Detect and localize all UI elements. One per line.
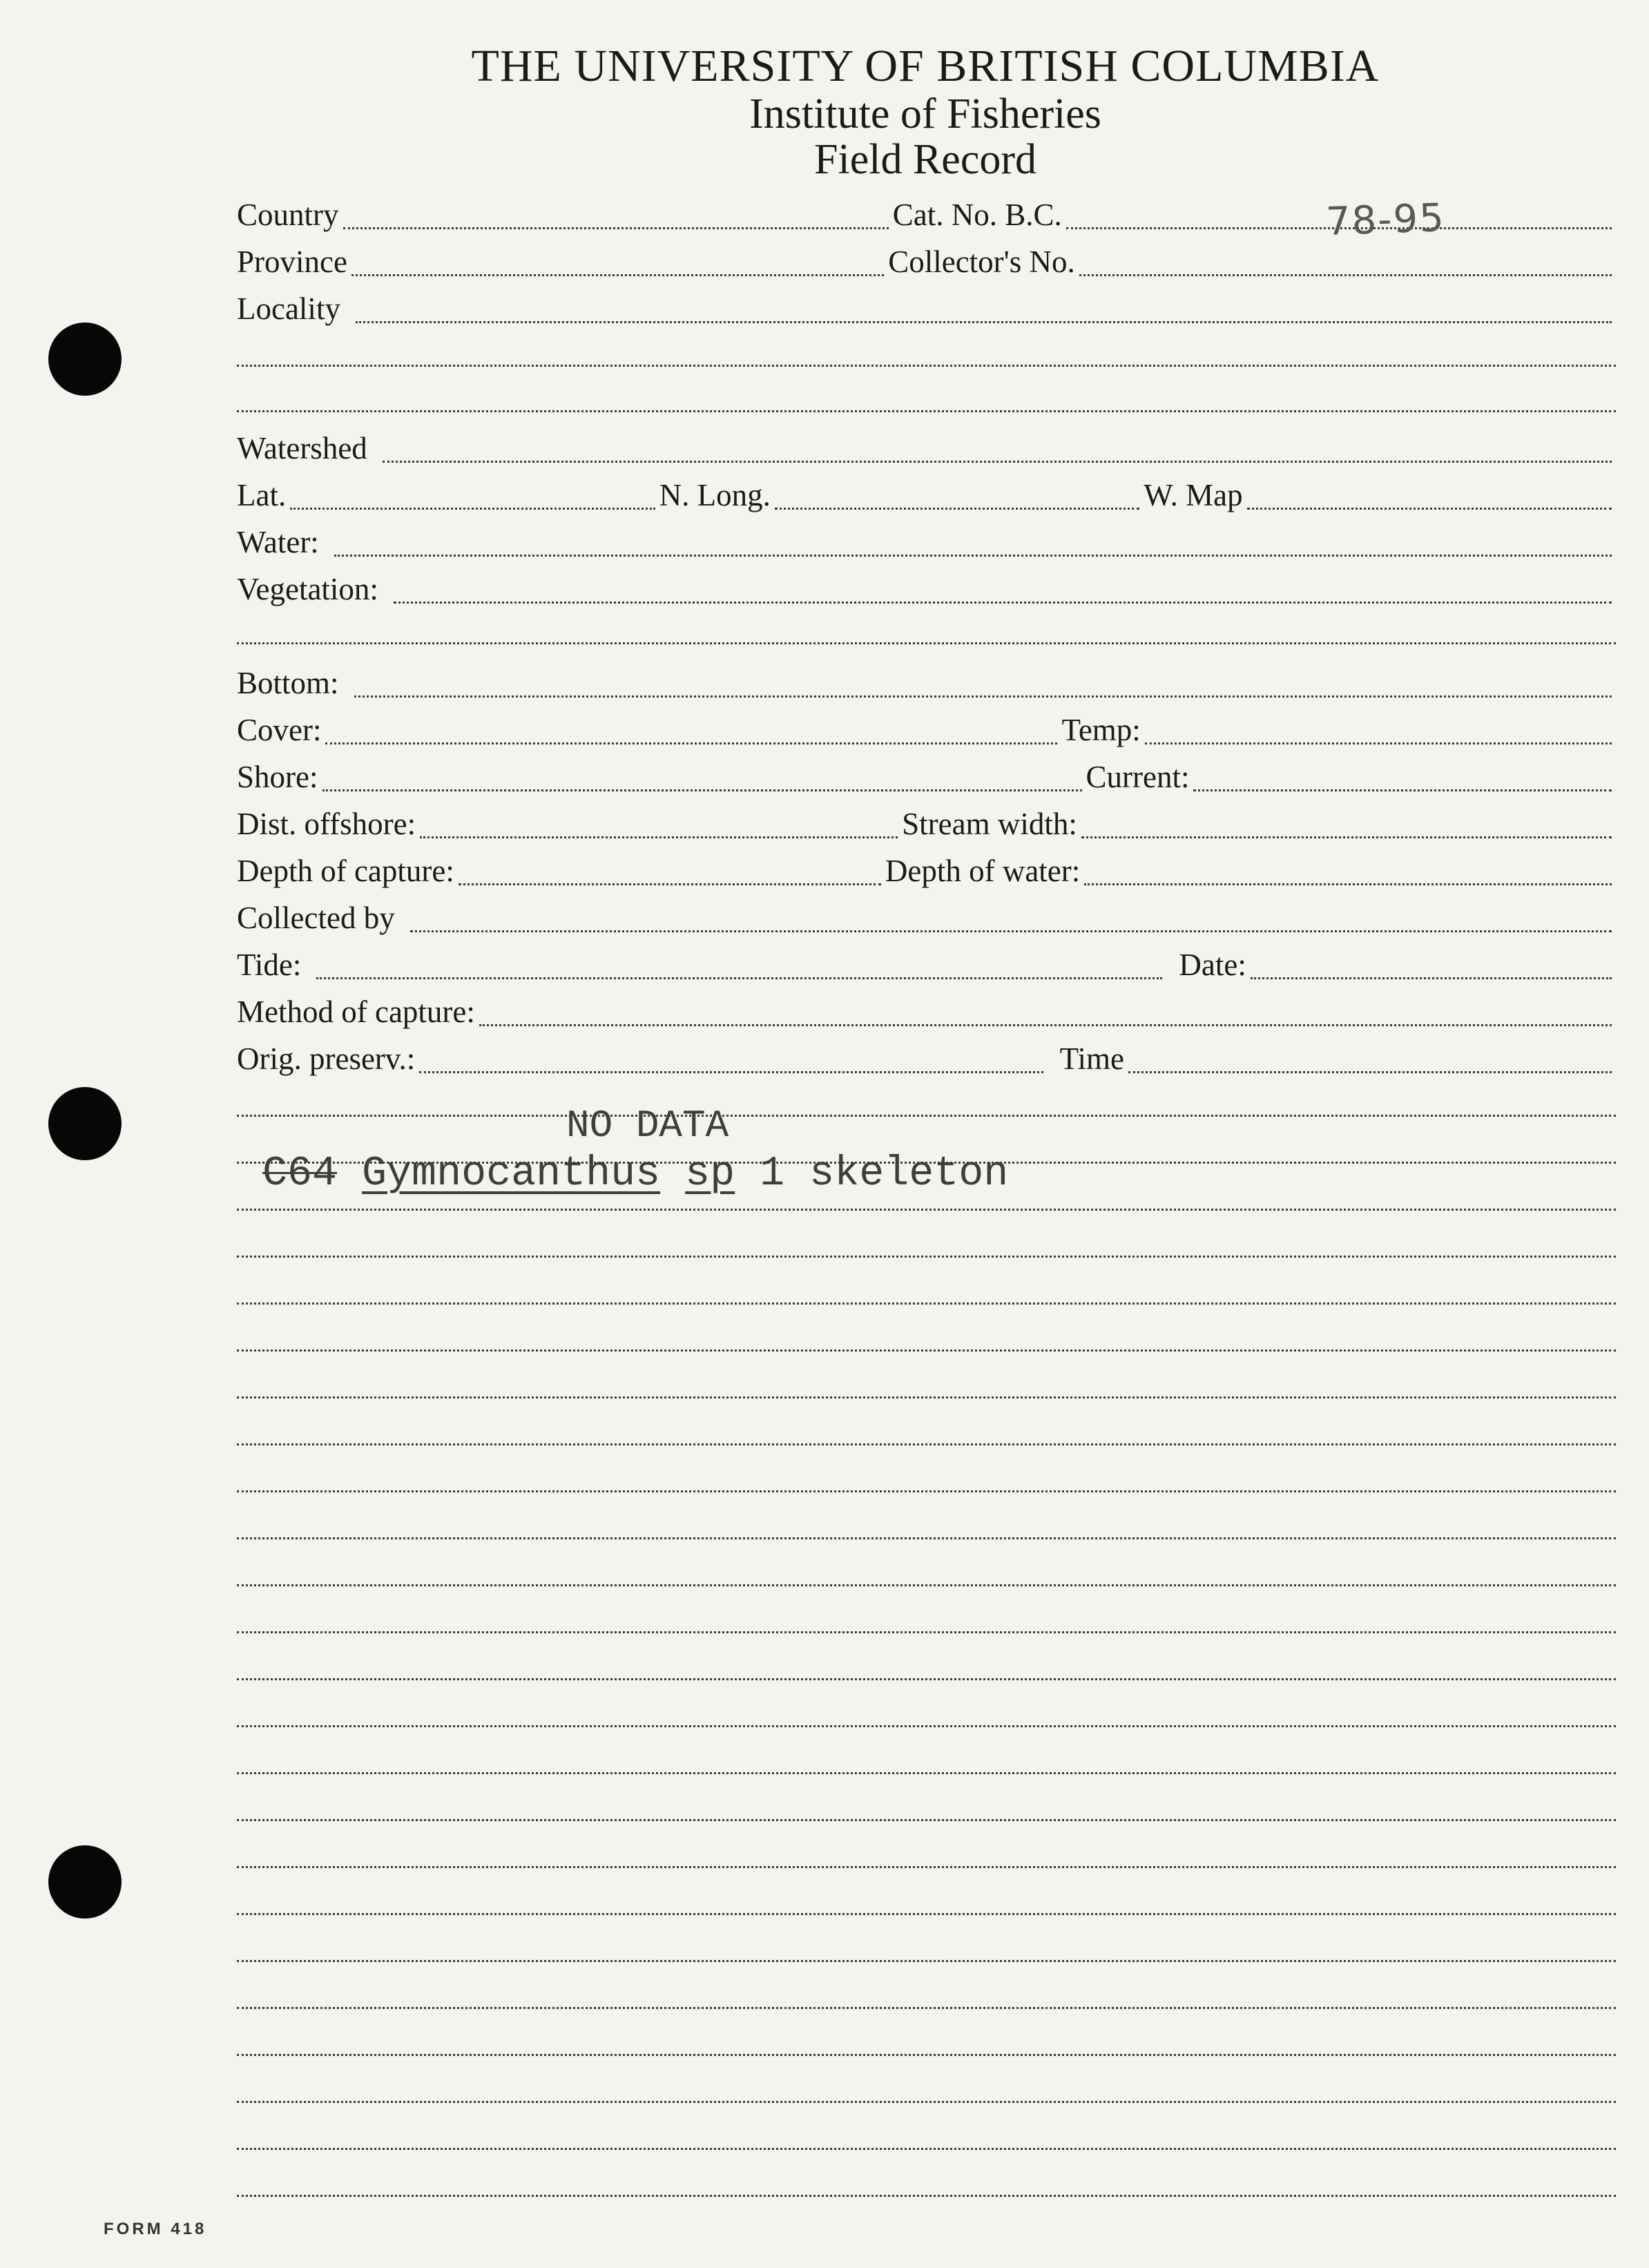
row-water [237,521,1616,562]
notes-line [237,1678,1616,1680]
punch-hole-bottom [48,1845,122,1919]
long-field [775,508,1139,510]
notes-line [237,1960,1616,1962]
notes-line [237,1584,1616,1586]
row-bottom [237,662,1616,703]
row-lat-long-map [237,474,1616,515]
method-field [479,1024,1612,1026]
notes-line [237,1490,1616,1492]
date-label: Date: [1179,948,1246,982]
orig-preserv-field [419,1071,1043,1073]
specimen-entry [262,1151,1008,1198]
country-field [343,227,889,229]
locality-line-3 [237,410,1616,412]
vegetation-field [394,602,1612,604]
province-field [351,274,884,276]
bottom-field [354,695,1612,698]
depth-capture-label: Depth of capture: [237,854,454,888]
notes-line [237,1443,1616,1445]
notes-line [237,1913,1616,1915]
bottom-label: Bottom: [237,666,339,700]
map-field [1247,508,1612,510]
notes-line [237,1819,1616,1821]
notes-line [237,2054,1616,2056]
row-cover-temp [237,709,1616,750]
temp-label: Temp: [1061,713,1141,747]
specimen-genus: Gymnocanthus [362,1151,661,1198]
cover-field [325,742,1057,744]
locality-label: Locality [237,291,340,326]
punch-hole-middle [48,1087,122,1160]
row-watershed [237,427,1616,468]
institute-title: Institute of Fisheries [749,90,1101,137]
specimen-sp: sp [685,1151,735,1198]
notes-line [237,1209,1616,1211]
country-label: Country [237,198,339,232]
row-tide-date [237,943,1616,985]
notes-line [237,2007,1616,2009]
row-province [237,240,1616,282]
current-label: Current: [1086,760,1190,794]
collectors-no-label: Collector's No. [888,244,1075,279]
notes-line [237,2148,1616,2150]
tide-label: Tide: [237,948,302,982]
notes-line [237,1772,1616,1774]
vegetation-label: Vegetation: [237,572,378,606]
row-preserv-time [237,1037,1616,1079]
notes-line [237,1866,1616,1868]
temp-field [1145,742,1612,744]
notes-line [237,1537,1616,1539]
cat-no-label: Cat. No. B.C. [892,198,1062,232]
n-long-label: N. Long. [659,478,771,512]
collected-by-field [410,930,1612,932]
time-label: Time [1059,1041,1124,1076]
row-vegetation [237,568,1616,609]
w-map-label: W. Map [1144,478,1243,512]
notes-line [237,1303,1616,1305]
method-label: Method of capture: [237,994,475,1029]
depth-water-field [1084,883,1612,885]
shore-field [322,789,1082,791]
notes-line [237,1349,1616,1352]
university-title: THE UNIVERSITY OF BRITISH COLUMBIA [471,41,1380,91]
cat-no-value: 78-95 [1324,195,1446,244]
notes-line [237,1396,1616,1399]
orig-preserv-label: Orig. preserv.: [237,1041,416,1076]
lat-label: Lat. [237,478,287,512]
shore-label: Shore: [237,760,318,794]
record-title: Field Record [814,136,1036,183]
punch-hole-top [48,323,122,396]
notes-line [237,1115,1616,1117]
locality-field [356,321,1612,323]
row-shore-current [237,756,1616,797]
watershed-label: Watershed [237,431,367,465]
province-label: Province [237,244,347,279]
stream-width-field [1081,836,1612,838]
time-field [1128,1071,1612,1073]
water-label: Water: [237,525,319,559]
cover-label: Cover: [237,713,322,747]
notes-line [237,2101,1616,2103]
notes-line [237,1631,1616,1633]
locality-line-2 [237,365,1616,367]
dist-offshore-label: Dist. offshore: [237,807,416,841]
collectors-no-field [1079,274,1612,276]
depth-capture-field [459,883,881,885]
notes-line [237,1725,1616,1727]
watershed-field [383,461,1612,463]
notes-line [237,1256,1616,1258]
specimen-code: C64 [262,1151,338,1198]
collected-by-label: Collected by [237,901,395,935]
no-data-note: NO DATA [566,1104,729,1148]
row-dist-stream [237,803,1616,844]
dist-offshore-field [420,836,898,838]
vegetation-line-2 [237,642,1616,644]
current-field [1193,789,1612,791]
stream-width-label: Stream width: [902,807,1077,841]
depth-water-label: Depth of water: [885,854,1081,888]
specimen-rest: 1 skeleton [760,1151,1009,1198]
date-field [1251,977,1612,979]
notes-line [237,2195,1616,2197]
row-method [237,990,1616,1032]
row-collected-by [237,896,1616,938]
row-locality [237,287,1616,329]
tide-field [316,977,1162,979]
row-depths [237,849,1616,891]
water-field [334,555,1612,557]
lat-field [290,508,655,510]
form-number: FORM 418 [104,2220,207,2238]
